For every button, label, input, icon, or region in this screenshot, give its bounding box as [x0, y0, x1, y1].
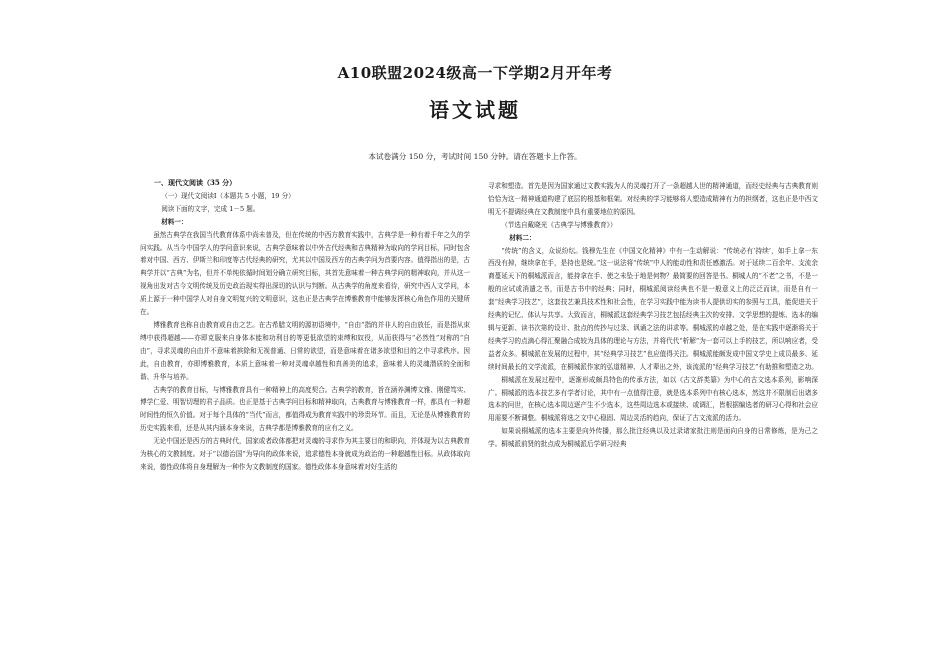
paragraph: 无论中国还是西方的古典时代，国家或者政体都把对灵魂的寻求作为其主要目的和职向，并体现为以古典教育为核心的文教制度。对于“以德治国”为导向的政体来说，追求德性本身就成为政治的一种超越性目标。从政体取向来说，德性政体将自身理解为一种作为文教制度的国家。德性政体本身意味着对好生活的	[140, 437, 470, 471]
material-two-label: 材料二：	[509, 233, 536, 242]
material-one-label: 材料一：	[161, 217, 188, 226]
paragraph: “传统”的含义，众说纷纭。钱穆先生在《中国文化精神》中有一生动解说：“传统必有‘持续’，如手上拿一东西没有掉，继续拿在手，是持也是统。”这一说法将“传统”中人的能动性和责任感激活。对于延续二百余年、支流余裔蔓延天下的桐城派而言，能持拿在手、使之未坠于地是何物？最简要的回答是书。桐城人的“不老”之书，不是一般的应试或消遣之书，而是古书中的经典；同时，桐城派阅读经典也不是一般意义上的泛泛而读，而是自有一套“经典学习技艺”，这套技艺兼具技术性和社会性，在学习实践中能为读书人提供切实的参照与工具，能促进关于经典的记忆、体认与共享。大致而言，桐城派这套经典学习技艺包括经典主次的安排、文学思想的提炼、选本的编辑与更新、读书次第的设计、批点的传抄与过录、讽诵之法的讲求等。桐城派的卓越之处，是在实践中逐渐将关于经典学习的点滴心得汇聚融合成较为具体的理论与方法，并将代代“析解”为一套可以上手的技艺，所以响应者，受益者众多。桐城派在发展的过程中，其“经典学习技艺”也应值得关注。桐城派能颇发成中国文学史上成员最多、延续时间最长的文学流派，在桐城派作家的弘道精神、人才辈出之外，该流派的“经典学习技艺”有助推和塑造之功。	[488, 246, 818, 371]
section-heading: 一、现代文阅读（35 分）	[154, 178, 237, 187]
subsection-heading: （一）现代文阅读Ⅰ（本题共 5 小题，19 分）	[161, 191, 295, 200]
paragraph: 古典学的教育目标，与博雅教育具有一种精神上的高度契合。古典学的教育，旨在涵养渊博文雅、刚健笃实、博学仁爱、明智切理的君子品质。也正是基于古典学问目标和精神取向，古典教育与博雅教育一样，都具有一种超时间性的恒久价值。对于每个具体的“当代”而言，都值得成为教育实践中的珍贵环节。而且，无论是从博雅教育的历史实践来看，还是从其内涵本身来说，古典学都是博雅教育的应有之义。	[140, 385, 470, 433]
paragraph: 如果说桐城派的选本主要是向外传播，那么批注经典以及过录诸家批注则是面向自身的日常修炼，是为己之学。桐城派前贤的批点成为桐城派后学研习经典	[488, 427, 818, 449]
paragraph: 博雅教育也称自由教育或自由之艺。在古希腊文明的源初语境中，“自由”指的并非人的自由放任，而是指从束缚中获得超越——亦即克服来自身体本能和功利目的等更低欲望的束缚和奴役，从而获得与“必然性”对称的“自由”，寻求灵魂的自由并不意味着摈除和无视普通、日常的欲望，而是意味着在诸多欲望和目的之中寻求秩序。因此，自由教育，亦即博雅教育，本质上意味着一种对灵魂卓越性和真善美的追求，意味着人的灵魂潜质的全面和谐、升华与培养。	[140, 320, 470, 381]
paragraph: 虽然古典学在我国当代教育体系中尚未普及，但在传统的中西方教育实践中，古典学是一种有着千年之久的学问实践。从当今中国学人的学问意识来说，古典学意味着以中外古代经典和古典精神为取向的学问目标，同时包含着对中国、西方、伊斯兰和印度等古代经典的研究，尤其以中国及西方的古典学问为首要内容。值得指出的是，古典学并以“古典”为名，但并不单纯依循时间划分确立研究目标，其首先意味着一种古典学问的精神取向，并从这一视角出发对古今文明传统及历史政治现实得出深切的认识与判断。从古典学的角度来看待，研究中西人文学问，本质上源于一种中国学人对自身文明复兴的文明意识，这也正是古典学在博雅教育中能够发挥核心角色作用的关键所在。	[140, 230, 470, 317]
reading-instruction: 阅读下面的文字，完成 1－5 题。	[161, 204, 260, 213]
source-citation: （节选自戴晓光《古典学与博雅教育》）	[501, 220, 617, 229]
paragraph: 桐城派在发展过程中，逐渐形成颇具特色的传承方法，如以《古文辞类纂》为中心的古文选本系列，影响深广。桐城派的选本技艺多有学者讨论，其中有一点值得注意，就是选本系列中有核心选本，然这并不限制后出诸多选本的问世，在核心选本周边逐产生不少选本，这些周边选本或接续、或调汇，皆根据编选者的研习心得和社会应用需要不断调整。桐城派将选之文中心稳固、周边灵活的趋向，保证了古文流派的活力。	[488, 375, 818, 423]
exam-note: 本试卷满分 150 分，考试时间 150 分钟。请在答题卡上作答。	[368, 152, 582, 161]
paragraph-continuation: 寻求和塑造。首先是因为国家通过文教实践为人的灵魂打开了一条超越人世的精神通道，而经史经典与古典教育则恰恰为这一精神通道构建了底层的根基和框架。对经典的学习能够将人塑造成精神有力的担纲者，这也正是中西文明无不提调经典在文教制度中具有重要地位的原因。	[488, 182, 818, 216]
right-column	[488, 180, 818, 451]
left-column	[140, 177, 470, 474]
subject-title: 语文试题	[429, 98, 521, 122]
exam-title: A10联盟2024级高一下学期2月开年考	[337, 64, 613, 82]
